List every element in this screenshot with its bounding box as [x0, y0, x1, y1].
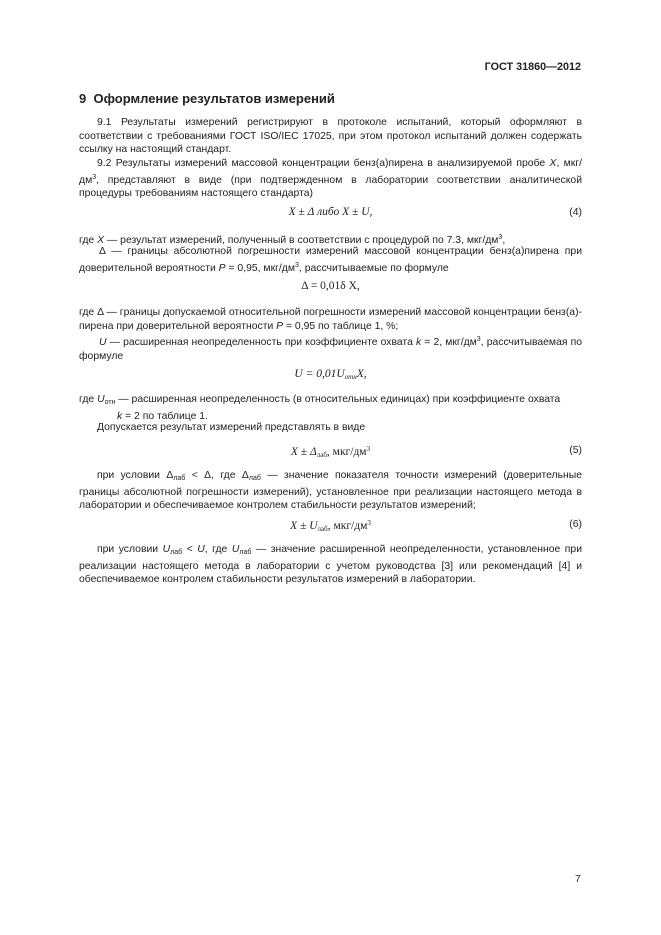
var: X [97, 235, 104, 246]
section-heading [79, 92, 335, 106]
formula-4-number: (4) [569, 207, 582, 218]
section-title: Оформление результатов измерений [93, 91, 335, 106]
sub: отн [104, 399, 116, 406]
formula-6 [79, 517, 582, 537]
where-u-rel [79, 393, 582, 423]
text: Δ — границы абсолютной погрешности измерений массовой концентрации бенз(а)пирена при доверительной вероятности [79, 246, 582, 274]
text: при условии [97, 544, 163, 555]
text: , мкг/дм [327, 520, 368, 532]
text: U = 0,01U [294, 368, 345, 380]
sup: 3 [92, 173, 97, 181]
text: при условии Δ [97, 470, 174, 481]
sub: лаб [173, 475, 186, 482]
condition-5 [79, 469, 582, 513]
formula-5 [79, 443, 582, 463]
text: — результат измерений, полученный в соответствии с процедурой по 7.3, мкг/дм [104, 235, 499, 246]
var: U [231, 544, 240, 555]
text: — значение расширенной неопределенности, установленное при реализации настоящего метода в лаборатории с учетом руководства [3] или рекомендаций [4] и обеспечиваемое контролем стабильности результатов измерений в лаборатории. [79, 544, 582, 586]
paragraph-9-1: 9.1 Результаты измерений регистрируют в протоколе испытаний, который оформляют в соответствии с требованиями ГОСТ ISO/IEC 17025, при этом протокол испытаний должен содержать ссылку на настоящий стандарт. [79, 117, 582, 156]
sub: лаб [316, 451, 327, 459]
text: 9.2 Результаты измерений массовой концентрации бенз(а)пирена в анализируемой пробе [97, 158, 550, 169]
text: где Δ — границы допускаемой относительной погрешности измерений массовой концентрации бенз(а)-пирена при доверительной вероятности [79, 307, 582, 332]
text: = 2, мкг/дм [421, 337, 477, 348]
condition-6 [79, 543, 582, 587]
sup: 3 [295, 261, 299, 269]
document-id: ГОСТ 31860—2012 [484, 61, 581, 73]
text: = 2 по таблице 1. [122, 410, 208, 422]
text: X ± U [290, 520, 318, 532]
sup: 3 [367, 519, 371, 527]
var: U [162, 544, 171, 555]
text: < Δ, где Δ [185, 470, 249, 481]
text: — расширенная неопределенность (в относительных единицах) при коэффициенте охвата [115, 394, 561, 405]
formula-5-number: (5) [569, 445, 582, 456]
var: U [97, 394, 105, 405]
text: , мкг/дм [326, 446, 367, 458]
text: X ± Δ [290, 446, 317, 458]
sup: 3 [366, 445, 371, 453]
where-u [79, 333, 582, 363]
sup: 3 [476, 336, 481, 343]
formula-6-number: (6) [569, 519, 582, 530]
sub: лаб [317, 525, 328, 533]
text: , мкг/дм [79, 158, 582, 186]
text: где [79, 394, 98, 405]
var: k [117, 410, 123, 422]
where-delta-rel [79, 306, 582, 333]
var: P [218, 262, 226, 274]
text: , [502, 235, 506, 246]
allowed-text: Допускается результат измерений представлять в виде [97, 422, 366, 433]
sub: лаб [248, 475, 261, 482]
text: , рассчитываемые по формуле [298, 262, 449, 274]
text: = 0,95 по таблице 1, %; [283, 320, 399, 332]
var: U [99, 337, 107, 348]
sub: лаб [170, 549, 183, 556]
text: X, [356, 368, 367, 380]
var: k [415, 337, 422, 348]
text: , рассчитываемая по формуле [79, 337, 582, 362]
text: , где [204, 544, 232, 555]
page-number: 7 [575, 874, 581, 885]
var: U [197, 544, 205, 555]
formula-delta: Δ = 0,01δ X, [301, 280, 360, 292]
formula-4: X ± Δ либо X ± U, [288, 206, 373, 218]
text: где [79, 235, 98, 246]
var: P [276, 320, 284, 332]
sup: 3 [498, 234, 503, 241]
paragraph-9-2 [79, 157, 582, 201]
line [79, 393, 582, 410]
text: = 0,95, мкг/дм [225, 262, 296, 274]
text: — значение показателя точности измерений (доверительные границы абсолютной погрешности измерений), установленное при реализации настоящего метода в лаборатории и обеспечиваемое контролем стабильности результатов измерений; [79, 470, 582, 512]
sub: отн [344, 373, 357, 381]
text: — расширенная неопределенность при коэффициенте охвата [106, 337, 416, 348]
var: X [549, 158, 557, 169]
text: < [182, 544, 198, 555]
where-delta [79, 245, 582, 275]
text: , представляют в виде (при подтвержденном в лаборатории соответствии аналитической процедуры требованиям настоящего стандарта) [79, 174, 582, 200]
sub: лаб [239, 549, 252, 556]
formula-u [79, 368, 582, 385]
section-number: 9 [79, 91, 87, 106]
